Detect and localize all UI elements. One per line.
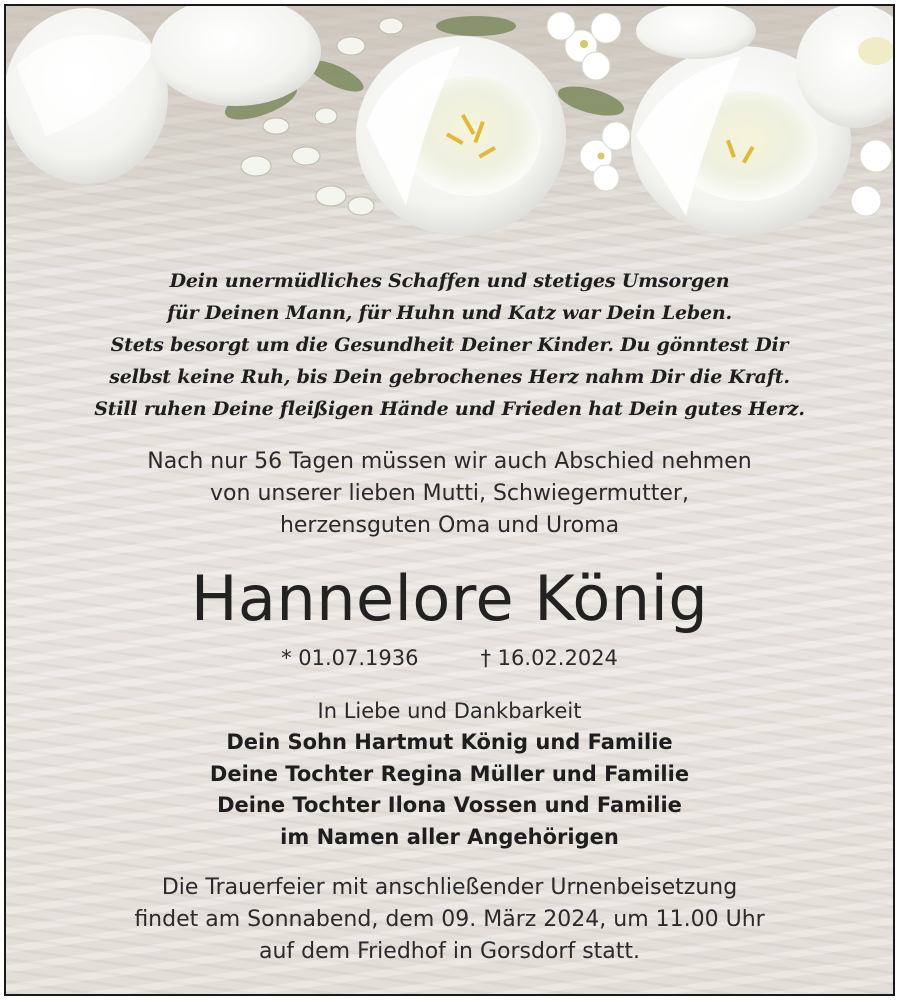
poem-line: für Deinen Mann, für Huhn und Katz war Dein Leben. (167, 302, 732, 324)
funeral-service-info (6, 872, 893, 968)
signers-block (6, 695, 893, 853)
white-tulips-image (6, 6, 893, 246)
obituary-card (4, 4, 895, 996)
deceased-name: Hannelore König (190, 562, 709, 635)
service-line: Die Trauerfeier mit anschließender Urnenbeisetzung (161, 875, 738, 900)
signer-line: Dein Sohn Hartmut König und Familie (226, 730, 673, 754)
signers-lead: In Liebe und Dankbarkeit (317, 699, 582, 723)
signer-line: im Namen aller Angehörigen (280, 824, 619, 849)
poem-line: selbst keine Ruh, bis Dein gebrochenes Herz nahm Dir die Kraft. (109, 366, 790, 388)
signer-line: Deine Tochter Regina Müller und Familie (209, 761, 690, 786)
poem (6, 265, 893, 425)
birth-date: * 01.07.1936 (281, 646, 419, 670)
farewell-intro (6, 446, 893, 542)
intro-line: herzensguten Oma und Uroma (279, 513, 620, 538)
service-line: auf dem Friedhof in Gorsdorf statt. (258, 939, 641, 964)
death-date: † 16.02.2024 (480, 646, 618, 670)
poem-line: Stets besorgt um die Gesundheit Deiner Kinder. Du gönntest Dir (110, 334, 789, 356)
poem-line: Dein unermüdliches Schaffen und stetiges Umsorgen (169, 270, 730, 292)
intro-line: von unserer lieben Mutti, Schwiegermutter, (210, 481, 689, 506)
intro-line: Nach nur 56 Tagen müssen wir auch Abschied nehmen (147, 449, 752, 474)
service-line: findet am Sonnabend, dem 09. März 2024, um 11.00 Uhr (134, 907, 765, 932)
life-dates (6, 642, 893, 674)
signer-line: Deine Tochter Ilona Vossen und Familie (217, 793, 682, 817)
poem-line: Still ruhen Deine fleißigen Hände und Frieden hat Dein gutes Herz. (94, 398, 805, 420)
